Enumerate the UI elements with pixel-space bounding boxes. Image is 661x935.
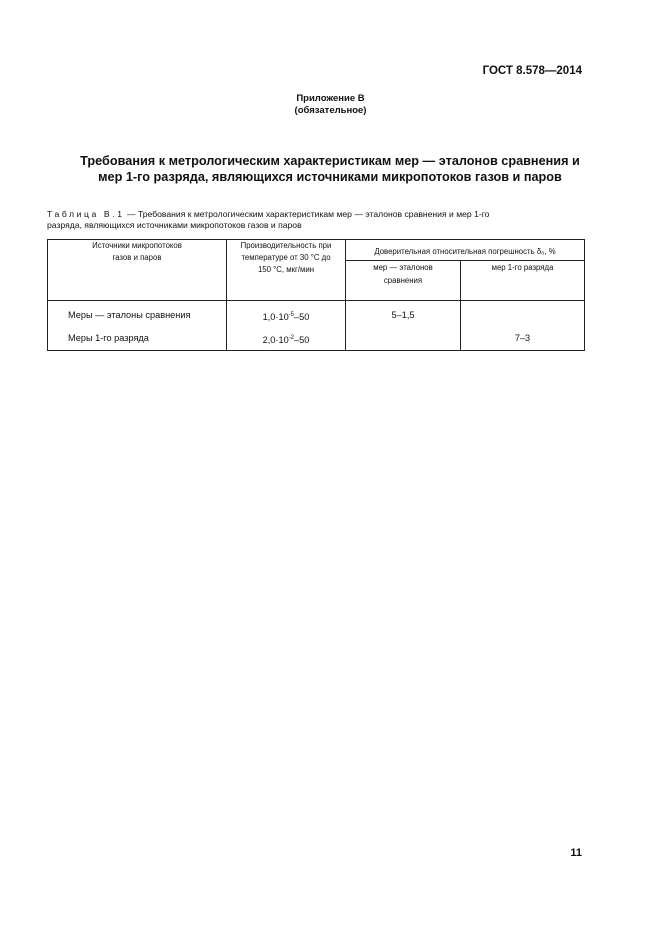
- productivity-base: 2,0·10: [262, 334, 289, 345]
- table-caption-label: Таблица В.1: [47, 209, 125, 219]
- annex-heading: [0, 93, 661, 117]
- document-title: [40, 153, 620, 185]
- table-caption-text-2: разряда, являющихся источниками микропотоков газов и паров: [47, 220, 302, 230]
- productivity-base: 1,0·10: [262, 312, 289, 322]
- annex-status: (обязательное): [294, 105, 367, 116]
- header-sources-line-2: газов и паров: [112, 253, 162, 262]
- header-reference-measures-line-1: мер — эталонов: [373, 263, 433, 272]
- annex-title: Приложение В: [296, 93, 365, 104]
- header-first-grade-measures: мер 1-го разряда: [461, 261, 585, 301]
- header-productivity-line-3: 150 °С, мкг/мин: [257, 265, 315, 274]
- header-productivity: [227, 240, 346, 301]
- requirements-table: [47, 239, 585, 351]
- header-error-group: Доверительная относительная погрешность δ₀, %: [346, 240, 585, 261]
- row-name: Меры 1-го разряда: [48, 324, 227, 351]
- productivity-tail: –50: [294, 312, 310, 322]
- table-caption: [47, 209, 584, 231]
- row-productivity: [227, 301, 346, 324]
- productivity-exponent: -5: [288, 312, 295, 318]
- standard-designation: ГОСТ 8.578—2014: [482, 65, 582, 77]
- row-error-reference: 5–1,5: [346, 301, 461, 324]
- productivity-tail: –50: [294, 334, 310, 345]
- row-productivity: [227, 324, 346, 351]
- header-productivity-line-1: Производительность при: [240, 241, 332, 250]
- title-line-2: мер 1-го разряда, являющихся источниками микропотоков газов и паров: [98, 170, 562, 184]
- table-caption-text-1: — Требования к метрологическим характеристикам мер — эталонов сравнения и мер 1-го: [124, 209, 490, 219]
- row-error-first-grade: 7–3: [461, 324, 585, 351]
- header-productivity-line-2: температуре от 30 °С до: [241, 253, 331, 262]
- table-row: [48, 301, 585, 324]
- header-reference-measures: [346, 261, 461, 301]
- row-name: Меры — эталоны сравнения: [48, 301, 227, 324]
- row-error-reference: [346, 324, 461, 351]
- productivity-exponent: -2: [288, 334, 295, 341]
- title-line-1: Требования к метрологическим характеристикам мер — эталонов сравнения и: [80, 154, 580, 168]
- table-header-row-1: [48, 240, 585, 261]
- page-number: 11: [570, 847, 582, 859]
- table-row: [48, 324, 585, 351]
- header-sources-line-1: Источники микропотоков: [92, 241, 182, 250]
- header-reference-measures-line-2: сравнения: [383, 276, 423, 285]
- header-sources: [48, 240, 227, 301]
- row-error-first-grade: [461, 301, 585, 324]
